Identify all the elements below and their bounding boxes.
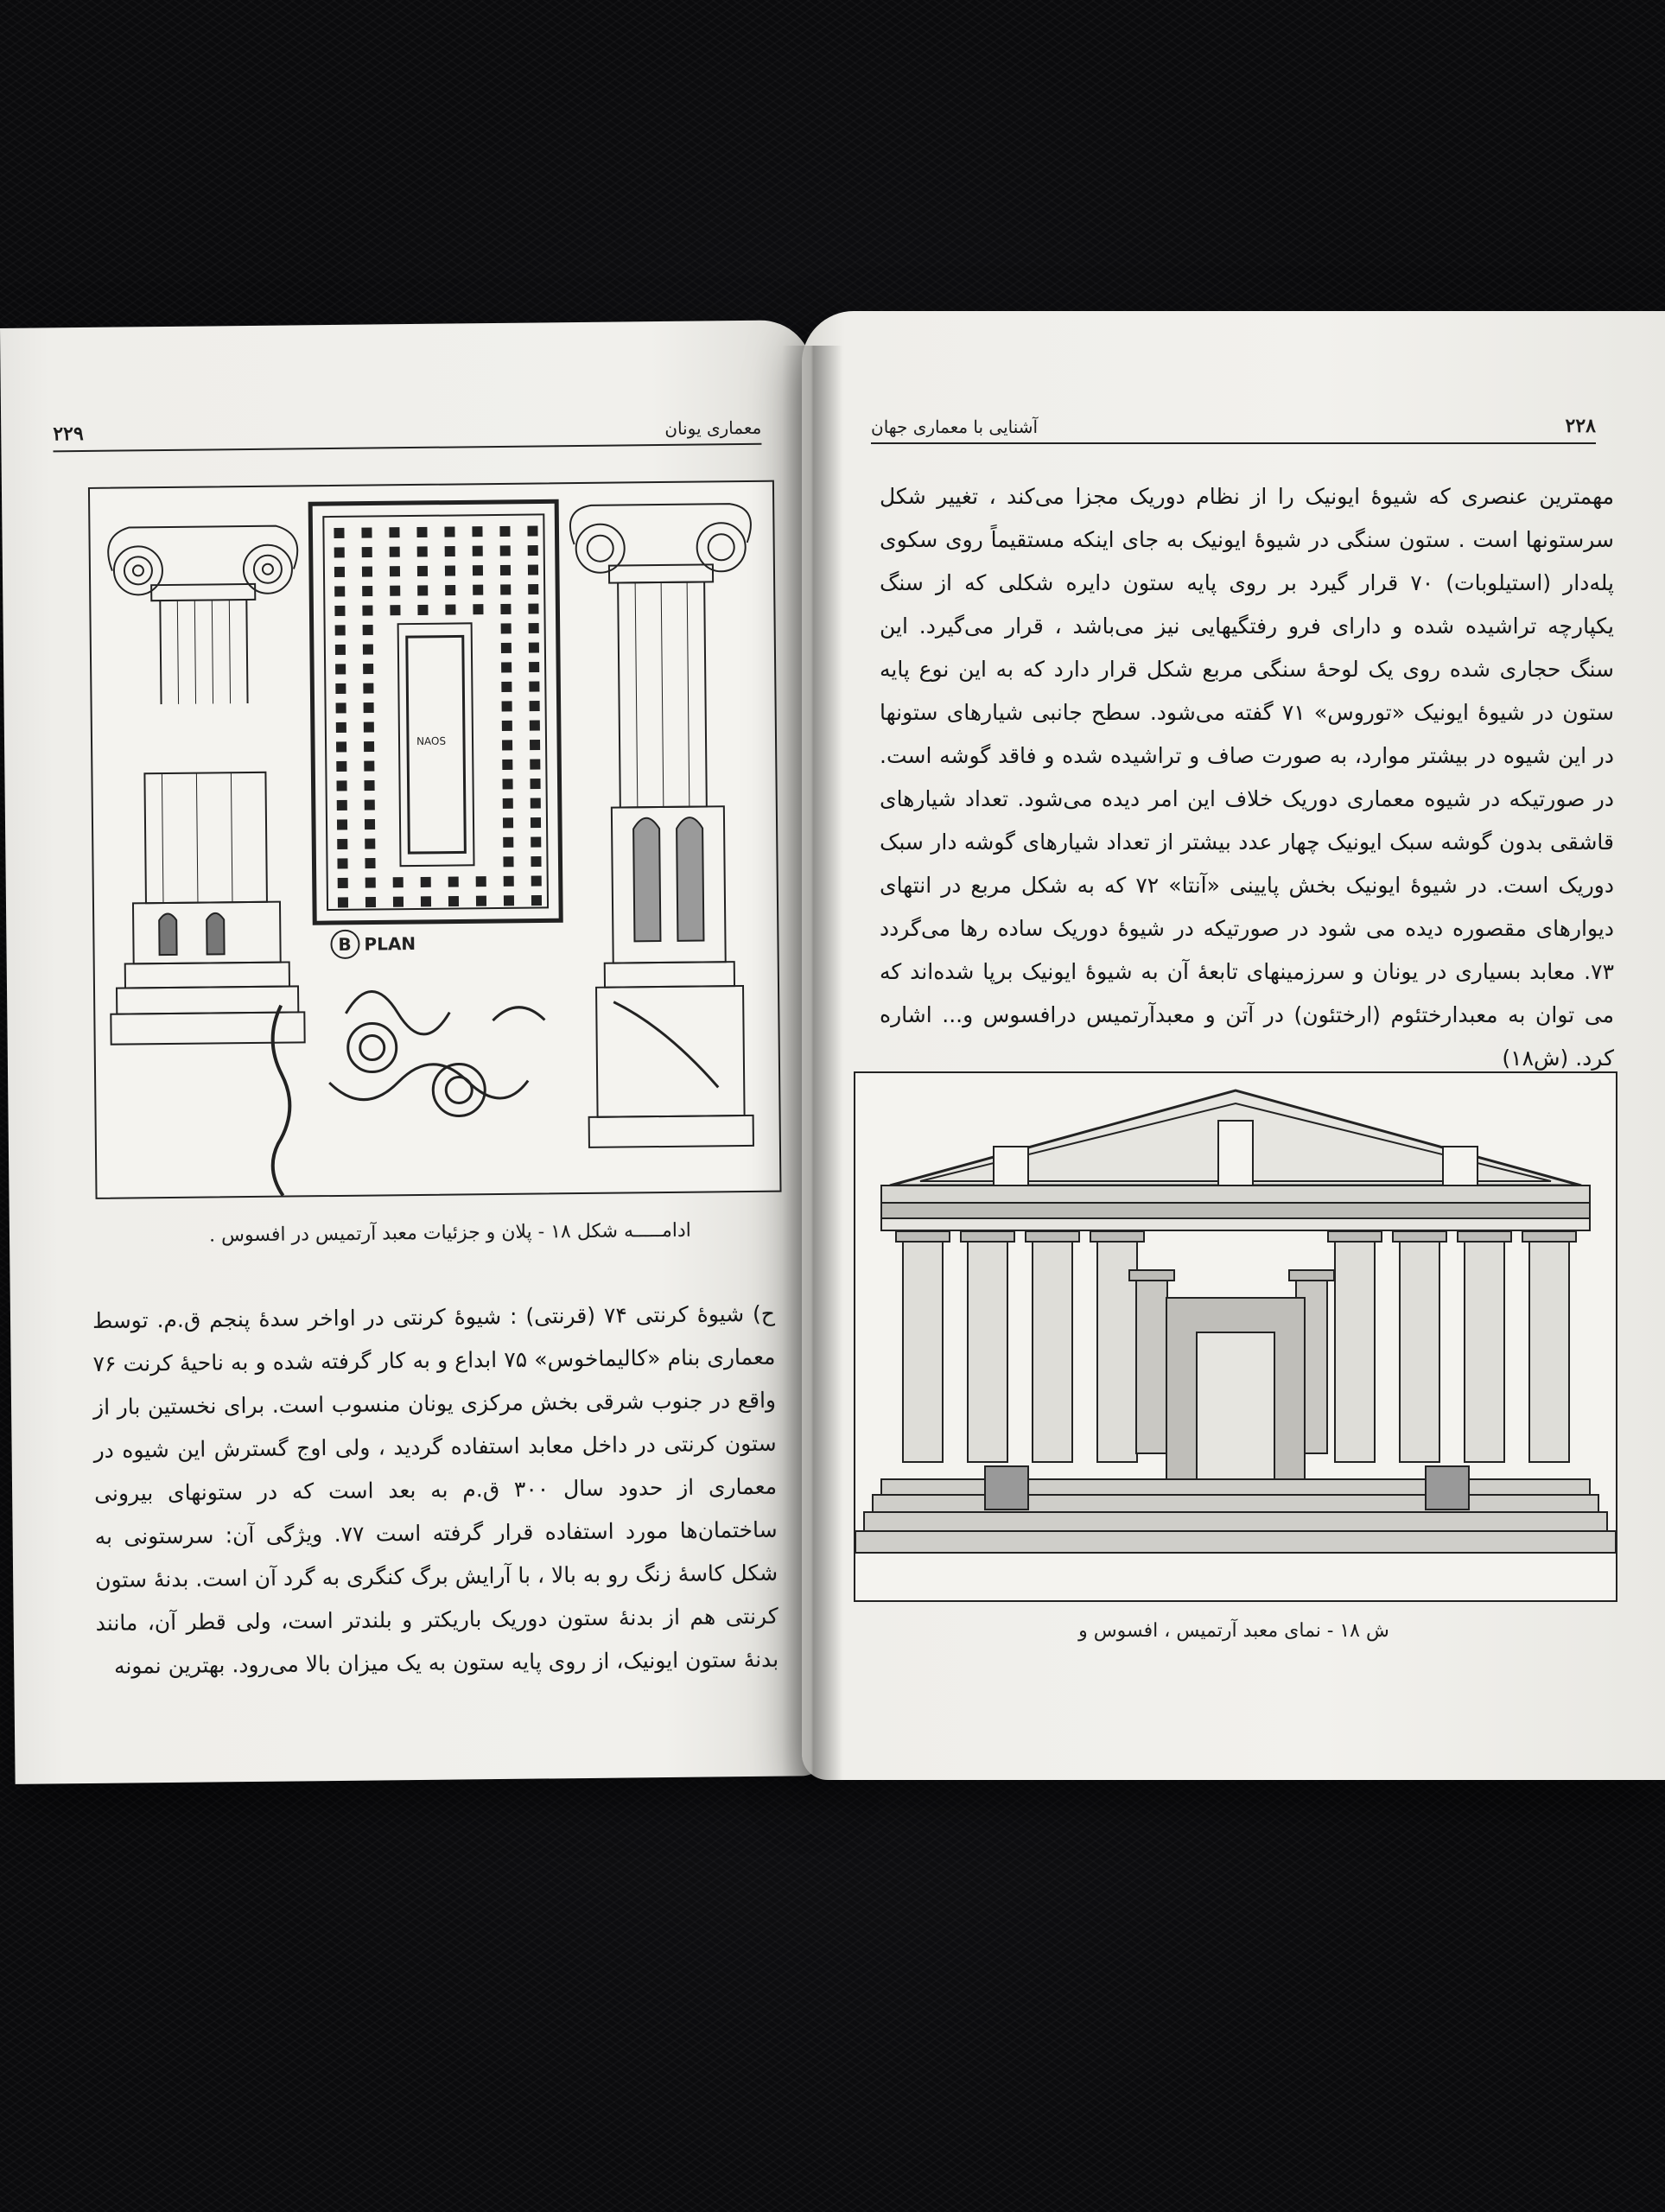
plan-column-dot: [417, 585, 428, 595]
plan-column-dot: [502, 760, 512, 770]
plan-column-dot: [365, 858, 375, 868]
plan-column-dot: [530, 779, 540, 789]
plan-column-dot: [503, 817, 513, 828]
plan-column-dot: [417, 546, 428, 556]
plan-column-dot: [390, 547, 400, 557]
plan-column-dot: [336, 722, 346, 733]
left-body-text: ح) شیوهٔ کرنتی ۷۴ (قرنتی) : شیوهٔ کرنتی در اواخر سدهٔ پنجم ق.م. توسط معماری بنام «کالیماخوس» ۷۵ ابداع و به کار گرفته شده و به ناحیهٔ کرنت ۷۶ واقع در جنوب شرقی بخش مرکزی یونان منسوب است. برای نخستین بار از ستون کرنتی در داخل معابد استفاده گردید ، ولی اوج گسترش این شیوه در معماری از حدود سال ۳۰۰ ق.م به بعد است که در ستونهای بیرونی ساختمان‌ها مورد استفاده قرار گرفته است ۷۷. ویژگی آن: سرستونی به شکل کاسهٔ زنگ رو به بالا ، با آرایش برگ کنگری به گرد آن است. بدنهٔ ستون کرنتی هم از بدنهٔ ستون دوریک باریکتر و بلندتر است، ولی قطر آن، مانند بدنهٔ ستون ایونیک، از روی پایه ستون به یک میزان بالا می‌رود. بهترین نمونه: [92, 1300, 779, 1679]
plan-column-dot: [364, 702, 374, 713]
plan-column-dot: [337, 819, 347, 830]
plan-column-dot: [529, 681, 539, 691]
plan-column-dot: [365, 819, 375, 830]
facade-column: [1400, 1242, 1439, 1462]
right-body-text: مهمترین عنصری که شیوهٔ ایونیک را از نظام دوریک مجزا می‌کند ، تغییر شکل سرستونها است . ستون سنگی در شیوهٔ ایونیک به جای اینکه مستقیماً روی سکوی پله‌دار (استیلوبات) ۷۰ قرار گیرد بر روی پایه ستون دایره شکلی که از سنگ یکپارچه تراشیده شده و دارای فرو رفتگیهایی نیز می‌باشد ، قرار می‌گیرد. این سنگ حجاری شده روی یک لوحهٔ سنگی مربع شکل قرار دارد که به این نوع پایه ستون در شیوهٔ ایونیک «توروس» ۷۱ گفته می‌شود. سطح جانبی شیارهای ستونها در این شیوه در بیشتر موارد، به صورت صاف و تراشیده شده و فاقد گوشه است. در صورتیکه در شیوه معماری دوریک خلاف این امر دیده می‌شود. تعداد شیارهای قاشقی بدون گوشه سبک ایونیک چهار عدد بیشتر از تعداد شیارهای گوشه دار سبک دوریک است. در شیوهٔ ایونیک بخش پایینی «آنتا» ۷۲ که به شکل مربع در انتهای دیوارهای مقصوره دیده می شود در صورتیکه در شیوهٔ دوریک ساده رها می‌گردد ۷۳. معابد بسیاری در یونان و سرزمینهای تابعهٔ آن به شیوهٔ ایونیک برپا شده‌اند که می توان به معبدارختئوم (ارختئون) در آتن و معبدآرتمیس درافسوس و... اشاره کرد. (ش۱۸): [880, 484, 1614, 1071]
column-capital: [1129, 1270, 1174, 1281]
plan-column-dot: [389, 527, 399, 537]
plan-column-dot: [500, 545, 511, 556]
plan-label: PLAN: [364, 933, 416, 955]
plan-column-dot: [364, 721, 374, 732]
plan-column-dot: [337, 858, 347, 868]
right-figure-caption: ش ۱۸ - نمای معبد آرتمیس ، افسوس و: [1078, 1620, 1389, 1642]
facade-column: [1033, 1242, 1072, 1462]
plan-details-figure: [88, 480, 782, 1199]
plan-column-dot: [500, 604, 511, 614]
plan-column-dot: [504, 876, 514, 887]
plan-column-dot: [445, 604, 455, 614]
plan-column-dot: [476, 876, 486, 887]
left-page-header: [53, 416, 761, 453]
plan-column-dot: [499, 526, 510, 537]
plan-column-dot: [365, 838, 375, 849]
plan-column-dot: [528, 584, 538, 594]
plan-column-dot: [503, 856, 513, 867]
plan-column-dot: [503, 837, 513, 848]
column-capital: [1289, 1270, 1334, 1281]
plan-column-dot: [531, 875, 542, 886]
plan-column-dot: [365, 897, 376, 907]
plan-column-dot: [473, 546, 483, 556]
right-page-number: ۲۲۸: [1565, 415, 1596, 437]
cornice: [881, 1185, 1590, 1203]
plan-column-dot: [337, 800, 347, 810]
break-line: [271, 1006, 291, 1196]
plan-column-dot: [501, 623, 512, 633]
temple-facade-drawing: [855, 1073, 1616, 1600]
column-capital: [1458, 1231, 1511, 1242]
plan-column-dot: [365, 780, 375, 791]
plan-column-dot: [530, 740, 540, 750]
plan-column-dot: [529, 642, 539, 652]
plan-column-dot: [338, 897, 348, 907]
plan-column-dot: [448, 876, 459, 887]
plan-column-dot: [530, 701, 540, 711]
ionic-column-right: [570, 504, 758, 1147]
plan-column-dot: [362, 606, 372, 616]
plan-column-dot: [417, 605, 428, 615]
plan-column-dot: [472, 526, 482, 537]
right-page: [802, 311, 1665, 1780]
plan-column-dot: [502, 740, 512, 750]
plan-column-dot: [334, 567, 345, 577]
plan-and-columns-drawing: [90, 482, 780, 1198]
plan-column-dot: [334, 547, 345, 557]
plan-column-dot: [362, 567, 372, 577]
left-page-number: ۲۲۹: [53, 422, 84, 446]
plan-column-dot: [365, 877, 376, 887]
column-capital: [1328, 1231, 1382, 1242]
plan-column-dot: [365, 799, 375, 810]
plan-column-dot: [335, 645, 346, 655]
right-running-head: آشنایی با معماری جهان: [871, 416, 1039, 437]
plan-column-dot: [501, 662, 512, 672]
plan-column-dot: [531, 798, 541, 808]
plan-column-dot: [338, 878, 348, 888]
plan-column-dot: [529, 623, 539, 633]
plan-column-dot: [335, 683, 346, 694]
plan-column-dot: [421, 877, 431, 887]
plan-column-dot: [390, 586, 400, 596]
plan-column-dot: [336, 702, 346, 713]
plan-column-dot: [445, 546, 455, 556]
left-page: [0, 320, 828, 1784]
plan-column-dot: [337, 839, 347, 849]
plan-column-dot: [501, 643, 512, 653]
plan-column-dot: [531, 895, 542, 906]
plan-column-dot: [361, 528, 372, 538]
plan-column-dot: [364, 760, 374, 771]
plan-column-dot: [445, 565, 455, 575]
plan-column-dot: [390, 605, 400, 615]
column-capital: [1090, 1231, 1144, 1242]
plan-column-dot: [393, 897, 404, 907]
plan-column-dot: [504, 895, 514, 906]
plan-column-dot: [335, 664, 346, 674]
left-figure-caption: ادامـــــه شکل ۱۸ - پلان و جزئیات معبد آرتمیس در افسوس .: [208, 1219, 691, 1247]
facade-column: [1335, 1242, 1375, 1462]
facade-column: [1136, 1281, 1167, 1453]
plan-column-dot: [531, 817, 541, 828]
facade-column: [968, 1242, 1007, 1462]
plan-column-dot: [393, 877, 404, 887]
plan-column-dot: [528, 564, 538, 575]
plan-column-dot: [473, 604, 483, 614]
plan-column-dot: [336, 761, 346, 772]
column-capital: [896, 1231, 950, 1242]
plan-column-dot: [363, 644, 373, 654]
facade-column: [1465, 1242, 1504, 1462]
plan-column-dot: [445, 585, 455, 595]
plan-column-dot: [531, 856, 541, 867]
plan-column-dot: [336, 741, 346, 752]
plan-column-dot: [444, 526, 454, 537]
plan-column-dot: [503, 798, 513, 809]
facade-column: [903, 1242, 943, 1462]
plan-column-dot: [364, 741, 374, 752]
plan-column-dot: [335, 625, 346, 635]
naos-label: NAOS: [416, 734, 447, 747]
plan-column-dot: [476, 896, 486, 906]
plan-column-dot: [528, 545, 538, 556]
temple-facade-figure: [854, 1071, 1617, 1602]
plan-column-dot: [501, 682, 512, 692]
temple-plan: [310, 501, 561, 923]
right-page-header: [871, 415, 1596, 444]
plan-column-dot: [334, 528, 344, 538]
plan-column-dot: [416, 527, 427, 537]
plan-column-dot: [502, 721, 512, 731]
facade-column: [1529, 1242, 1569, 1462]
column-capital: [1522, 1231, 1576, 1242]
plan-letter: B: [338, 933, 352, 955]
plan-column-dot: [334, 586, 345, 596]
plan-column-dot: [362, 586, 372, 596]
acanthus-ornament: [328, 989, 546, 1117]
column-capital: [1026, 1231, 1079, 1242]
plan-column-dot: [363, 625, 373, 635]
plan-column-dot: [417, 566, 428, 576]
plan-column-dot: [363, 683, 373, 693]
plan-column-dot: [530, 759, 540, 769]
plan-column-dot: [502, 701, 512, 711]
plan-column-dot: [363, 664, 373, 674]
plan-column-dot: [362, 547, 372, 557]
plan-column-dot: [448, 896, 459, 906]
plan-column-dot: [527, 525, 537, 536]
plan-column-dot: [531, 836, 541, 847]
plan-column-dot: [334, 606, 345, 616]
plan-column-dot: [529, 662, 539, 672]
ionic-column-left: [105, 525, 304, 1044]
plan-column-dot: [473, 565, 483, 575]
left-running-head: معماری یونان: [664, 416, 762, 439]
plan-column-dot: [500, 584, 511, 594]
column-capital: [961, 1231, 1014, 1242]
plan-column-dot: [528, 603, 538, 613]
plan-column-dot: [502, 779, 512, 789]
plan-column-dot: [473, 585, 483, 595]
plan-column-dot: [421, 896, 431, 906]
column-capital: [1393, 1231, 1446, 1242]
plan-column-dot: [530, 720, 540, 730]
plan-label-group: [331, 930, 416, 958]
plan-column-dot: [500, 565, 511, 575]
plan-column-dot: [390, 566, 400, 576]
plan-column-dot: [337, 780, 347, 791]
